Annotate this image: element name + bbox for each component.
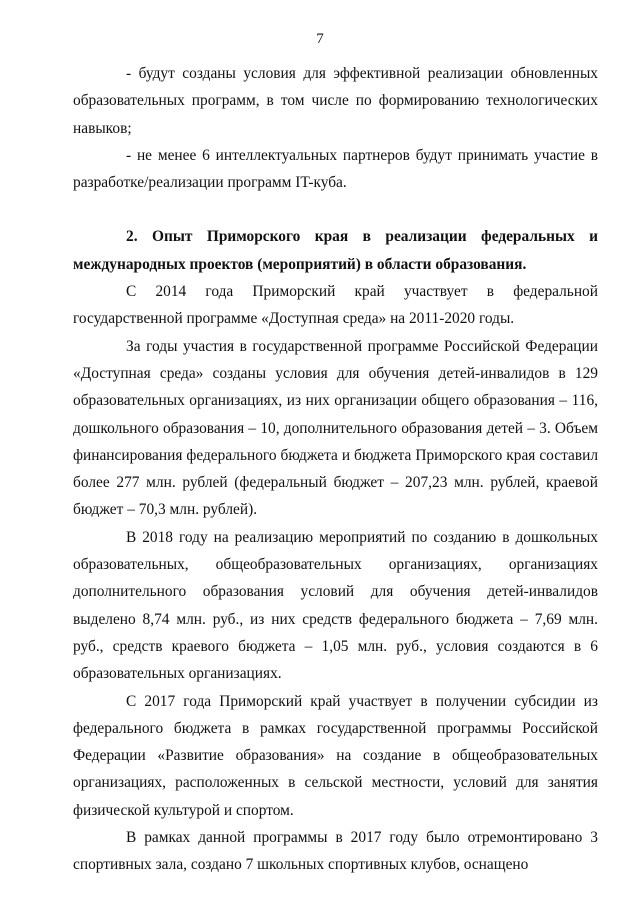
page-number: 7 — [316, 31, 324, 47]
paragraph-4: С 2017 года Приморский край участвует в получении субсидии из федерального бюджета в рамках государственной программы Российской Федерации «Развитие образования» на создание в общеобразовательных организациях, расположенных в сельской местности, условий для занятия физической культурой и спортом. — [73, 692, 598, 819]
section-heading: 2. Опыт Приморского края в реализации федеральных и международных проектов (мероприятий) в области образования. — [73, 228, 598, 273]
paragraph-2: За годы участия в государственной программе Российской Федерации «Доступная среда» созданы условия для обучения детей-инвалидов в 129 образовательных организациях, из них организации общего образования – 116, дошкольного образования – 10, дополнительного образования детей – 3. Объем финансирования федерального бюджета и бюджета Приморского края составил более 277 млн. рублей (федеральный бюджет – 207,23 млн. рублей, краевой бюджет – 70,3 млн. рублей). — [73, 337, 598, 519]
bullet-item-1: - будут созданы условия для эффективной реализации обновленных образовательных программ, в том числе по формированию технологических навыков; — [73, 65, 598, 137]
paragraph-3: В 2018 году на реализацию мероприятий по созданию в дошкольных образовательных, общеобразовательных организациях, организациях дополнительного образования условий для обучения детей-инвалидов выделено 8,74 млн. руб., из них средств федерального бюджета – 7,69 млн. руб., средств краевого бюджета – 1,05 млн. руб., условия создаются в 6 образовательных организациях. — [73, 528, 598, 683]
section-spacer — [73, 196, 598, 223]
bullet-item-2: - не менее 6 интеллектуальных партнеров будут принимать участие в разработке/реализации программ IT-куба. — [73, 146, 598, 192]
document-body — [73, 60, 598, 879]
paragraph-1: С 2014 года Приморский край участвует в федеральной государственной программе «Доступная среда» на 2011-2020 годы. — [73, 283, 598, 328]
paragraph-5: В рамках данной программы в 2017 году было отремонтировано 3 спортивных зала, создано 7 школьных спортивных клубов, оснащено — [73, 829, 598, 874]
